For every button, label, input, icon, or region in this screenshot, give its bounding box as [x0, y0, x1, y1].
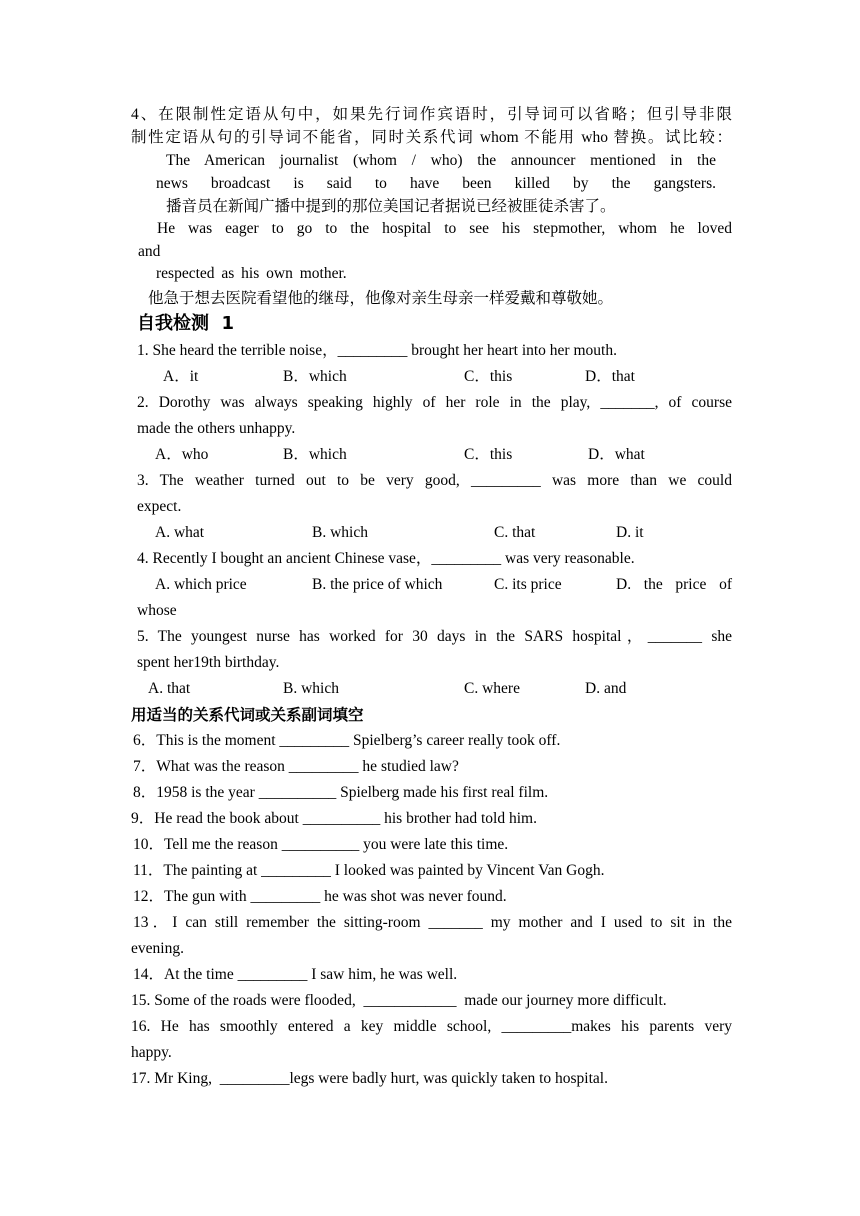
question-4-option-a: A. which price: [155, 576, 247, 593]
question-5-stem-b: spent her19th birthday.: [137, 654, 280, 671]
question-16-a: 16. He has smoothly entered a key middle school, _________makes his parents very: [131, 1018, 732, 1035]
example2-english-b: and: [138, 243, 161, 260]
question-3-stem-b: expect.: [137, 498, 182, 515]
question-16-b: happy.: [131, 1044, 172, 1061]
question-1-option-b: B．which: [283, 368, 347, 385]
question-3-option-a: A. what: [155, 524, 205, 541]
example1-english-b: news broadcast is said to have been killed by the gangsters.: [156, 175, 716, 192]
question-8: 8．1958 is the year __________ Spielberg made his first real film.: [133, 784, 549, 801]
question-15: 15. Some of the roads were flooded, ____________ made our journey more difficult.: [131, 992, 667, 1009]
section-title-fill-blanks: 用适当的关系代词或关系副词填空: [131, 706, 364, 724]
question-13-b: evening.: [131, 940, 184, 957]
example2-chinese: 他急于想去医院看望他的继母，他像对亲生母亲一样爱戴和尊敬她。: [148, 290, 614, 307]
question-9: 9．He read the book about __________ his brother had told him.: [131, 810, 537, 827]
question-5-option-b: B. which: [283, 680, 339, 697]
question-2-option-d: D．what: [588, 446, 645, 463]
question-5-option-c: C. where: [464, 680, 520, 697]
question-4-option-b: B. the price of which: [312, 576, 443, 593]
rule4-line1: 4、在限制性定语从句中，如果先行词作宾语时，引导词可以省略；但引导非限: [131, 106, 732, 123]
question-3-option-b: B. which: [312, 524, 368, 541]
question-2-option-c: C．this: [464, 446, 513, 463]
example1-english-a: The American journalist (whom / who) the announcer mentioned in the: [166, 152, 716, 169]
example1-chinese: 播音员在新闻广播中提到的那位美国记者据说已经被匪徒杀害了。: [166, 198, 616, 215]
section-title-self-test: 自我检测 1: [137, 313, 235, 334]
rule4-line2: 制性定语从句的引导词不能省，同时关系代词 whom 不能用 who 替换。试比较：: [131, 129, 732, 146]
question-5-stem-a: 5. The youngest nurse has worked for 30 days in the SARS hospital，_______ she: [137, 628, 732, 645]
question-6: 6．This is the moment _________ Spielberg’s career really took off.: [133, 732, 561, 749]
question-2-option-b: B．which: [283, 446, 347, 463]
question-4-option-d-cont: whose: [137, 602, 177, 619]
question-4-option-d: D. the price of: [616, 576, 732, 593]
question-17: 17. Mr King, _________legs were badly hurt, was quickly taken to hospital.: [131, 1070, 608, 1087]
example2-english-c: respected as his own mother.: [156, 265, 347, 282]
question-2-stem-a: 2. Dorothy was always speaking highly of her role in the play, _______, of course: [137, 394, 732, 411]
question-12: 12．The gun with _________ he was shot was never found.: [133, 888, 507, 905]
question-1-option-c: C．this: [464, 368, 513, 385]
question-2-stem-b: made the others unhappy.: [137, 420, 296, 437]
question-13-a: 13．I can still remember the sitting-room _______ my mother and I used to sit in the: [133, 914, 732, 931]
question-10: 10．Tell me the reason __________ you were late this time.: [133, 836, 509, 853]
question-3-option-d: D. it: [616, 524, 644, 541]
question-14: 14．At the time _________ I saw him, he was well.: [133, 966, 458, 983]
question-2-option-a: A．who: [155, 446, 209, 463]
question-4-option-c: C. its price: [494, 576, 562, 593]
question-7: 7．What was the reason _________ he studied law?: [133, 758, 459, 775]
question-4-stem: 4. Recently I bought an ancient Chinese vase，_________ was very reasonable.: [137, 550, 635, 567]
question-1-option-d: D．that: [585, 368, 635, 385]
question-3-option-c: C. that: [494, 524, 536, 541]
question-1-option-a: A．it: [163, 368, 199, 385]
question-5-option-a: A. that: [148, 680, 191, 697]
question-1-stem: 1. She heard the terrible noise，_________ brought her heart into her mouth.: [137, 342, 617, 359]
question-3-stem-a: 3. The weather turned out to be very good, _________ was more than we could: [137, 472, 732, 489]
example2-english-a: He was eager to go to the hospital to see his stepmother, whom he loved: [157, 220, 732, 237]
question-11: 11．The painting at _________ I looked was painted by Vincent Van Gogh.: [133, 862, 605, 879]
question-5-option-d: D. and: [585, 680, 627, 697]
